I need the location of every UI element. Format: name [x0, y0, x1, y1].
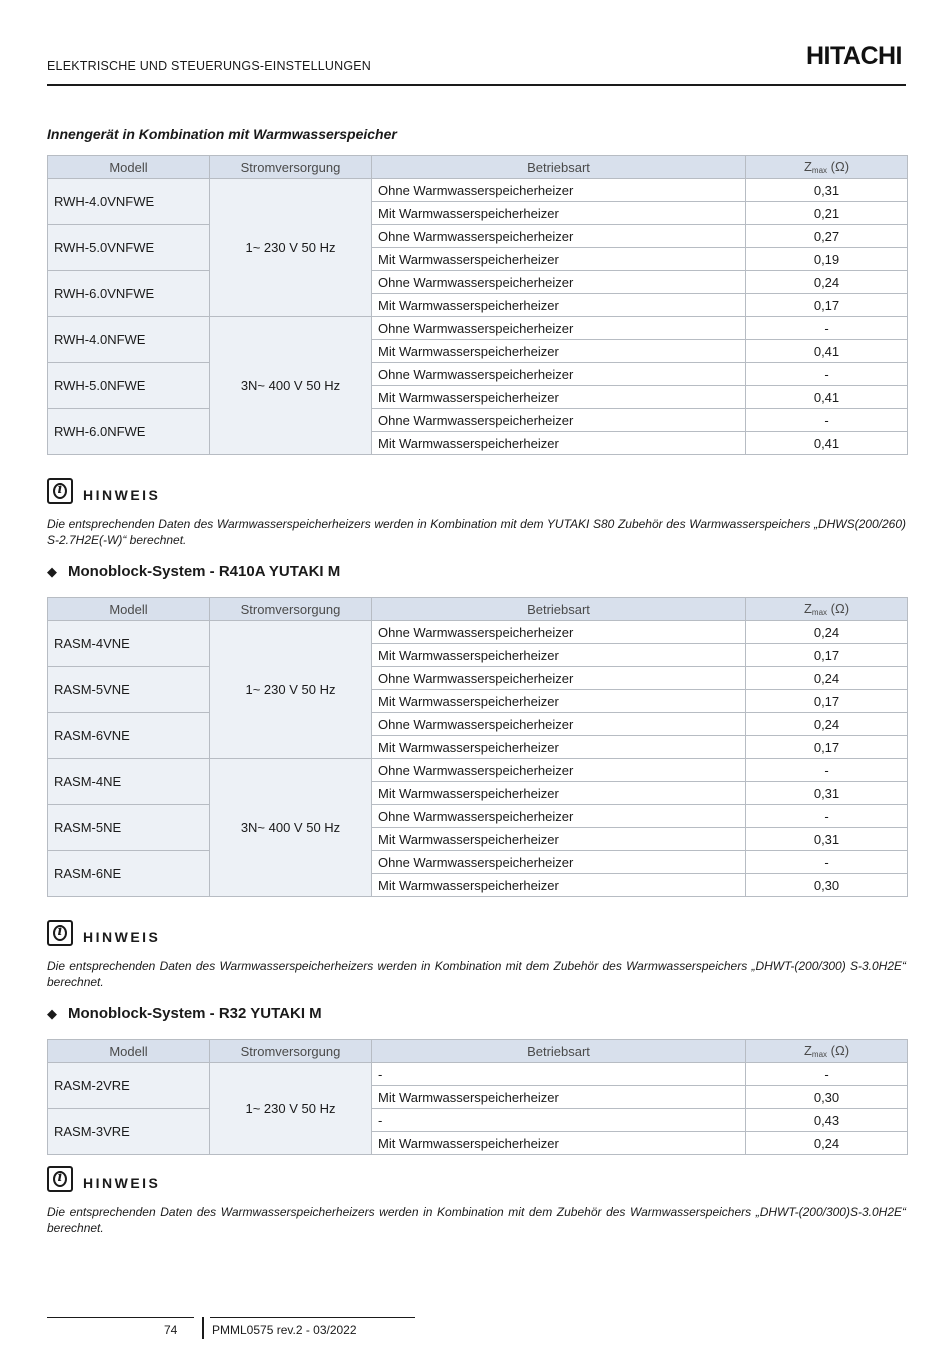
mode-cell: Mit Warmwasserspeicherheizer — [372, 644, 746, 667]
mode-cell: Mit Warmwasserspeicherheizer — [372, 340, 746, 363]
z-symbol: Z — [803, 1043, 812, 1058]
spec-table-r32 — [47, 1039, 908, 1155]
table-row — [48, 317, 908, 340]
z-cell: - — [746, 363, 908, 386]
z-subscript: max — [811, 166, 828, 175]
mode-cell: Mit Warmwasserspeicherheizer — [372, 1086, 746, 1109]
z-cell: 0,31 — [746, 179, 908, 202]
col-header-model: Modell — [48, 156, 210, 179]
mode-cell: Ohne Warmwasserspeicherheizer — [372, 363, 746, 386]
z-cell: 0,17 — [746, 690, 908, 713]
z-cell: 0,17 — [746, 644, 908, 667]
z-unit: (Ω) — [827, 159, 850, 174]
info-icon: i — [47, 1166, 73, 1192]
table-row — [48, 225, 908, 248]
mode-cell: Mit Warmwasserspeicherheizer — [372, 294, 746, 317]
z-cell: 0,43 — [746, 1109, 908, 1132]
mode-cell: Ohne Warmwasserspeicherheizer — [372, 759, 746, 782]
table-row — [48, 805, 908, 828]
document-id: PMML0575 rev.2 - 03/2022 — [212, 1323, 357, 1337]
z-cell: 0,30 — [746, 874, 908, 897]
z-cell: - — [746, 409, 908, 432]
table-row — [48, 409, 908, 432]
table-row — [48, 667, 908, 690]
z-cell: 0,24 — [746, 667, 908, 690]
mode-cell: - — [372, 1109, 746, 1132]
mode-cell: Mit Warmwasserspeicherheizer — [372, 202, 746, 225]
z-cell: 0,31 — [746, 782, 908, 805]
table-row — [48, 1109, 908, 1132]
z-cell: - — [746, 317, 908, 340]
footer-rule-right — [210, 1317, 415, 1318]
mode-cell: Mit Warmwasserspeicherheizer — [372, 736, 746, 759]
z-cell: 0,30 — [746, 1086, 908, 1109]
mode-cell: Mit Warmwasserspeicherheizer — [372, 386, 746, 409]
mode-cell: Ohne Warmwasserspeicherheizer — [372, 179, 746, 202]
model-cell: RWH-6.0VNFWE — [48, 271, 210, 317]
z-cell: 0,24 — [746, 1132, 908, 1155]
mode-cell: Mit Warmwasserspeicherheizer — [372, 1132, 746, 1155]
mode-cell: Mit Warmwasserspeicherheizer — [372, 690, 746, 713]
col-header-mode: Betriebsart — [372, 598, 746, 621]
mode-cell: Ohne Warmwasserspeicherheizer — [372, 621, 746, 644]
z-cell: 0,41 — [746, 340, 908, 363]
table-caption: Innengerät in Kombination mit Warmwasserspeicher — [47, 126, 397, 142]
z-unit: (Ω) — [827, 601, 850, 616]
col-header-mode: Betriebsart — [372, 1040, 746, 1063]
col-header-mode: Betriebsart — [372, 156, 746, 179]
z-cell: 0,24 — [746, 621, 908, 644]
model-cell: RASM-4NE — [48, 759, 210, 805]
power-cell: 3N~ 400 V 50 Hz — [210, 759, 372, 897]
section-title — [47, 1005, 322, 1022]
model-cell: RASM-5NE — [48, 805, 210, 851]
note-text: Die entsprechenden Daten des Warmwasserspeicherheizers werden in Kombination mit dem Zubehör des Warmwasserspeichers „DHWT-(200/300)S-3.0H2E“ berechnet. — [47, 1205, 906, 1235]
table-row — [48, 759, 908, 782]
z-subscript: max — [811, 1050, 828, 1059]
table-header-row — [48, 156, 908, 179]
mode-cell: Ohne Warmwasserspeicherheizer — [372, 713, 746, 736]
z-cell: - — [746, 805, 908, 828]
model-cell: RASM-6NE — [48, 851, 210, 897]
mode-cell: Mit Warmwasserspeicherheizer — [372, 782, 746, 805]
table-row — [48, 271, 908, 294]
z-cell: 0,24 — [746, 271, 908, 294]
z-cell: 0,24 — [746, 713, 908, 736]
spec-table-indoor — [47, 155, 908, 455]
section-title-text: Monoblock-System - R32 YUTAKI M — [68, 1005, 322, 1022]
col-header-power: Stromversorgung — [210, 156, 372, 179]
note-label: HINWEIS — [83, 1175, 161, 1191]
model-cell: RWH-6.0NFWE — [48, 409, 210, 455]
brand-logo: HITACHI — [805, 42, 902, 70]
power-cell: 1~ 230 V 50 Hz — [210, 1063, 372, 1155]
note-text: Die entsprechenden Daten des Warmwasserspeicherheizers werden in Kombination mit dem Zubehör des Warmwasserspeichers „DHWT-(200/300) S-3.0H2E“ berechnet. — [47, 959, 906, 989]
page-header — [47, 42, 906, 86]
mode-cell: Mit Warmwasserspeicherheizer — [372, 874, 746, 897]
info-icon: i — [47, 920, 73, 946]
note-label: HINWEIS — [83, 487, 161, 503]
z-cell: - — [746, 759, 908, 782]
model-cell: RWH-5.0VNFWE — [48, 225, 210, 271]
z-cell: 0,41 — [746, 386, 908, 409]
mode-cell: Ohne Warmwasserspeicherheizer — [372, 317, 746, 340]
mode-cell: Mit Warmwasserspeicherheizer — [372, 248, 746, 271]
col-header-z — [746, 598, 908, 621]
mode-cell: Ohne Warmwasserspeicherheizer — [372, 225, 746, 248]
model-cell: RASM-6VNE — [48, 713, 210, 759]
header-title: ELEKTRISCHE UND STEUERUNGS-EINSTELLUNGEN — [47, 59, 372, 73]
table-header-row — [48, 598, 908, 621]
model-cell: RASM-5VNE — [48, 667, 210, 713]
col-header-z — [746, 1040, 908, 1063]
mode-cell: Ohne Warmwasserspeicherheizer — [372, 805, 746, 828]
z-cell: 0,17 — [746, 736, 908, 759]
z-cell: 0,41 — [746, 432, 908, 455]
table-row — [48, 851, 908, 874]
model-cell: RWH-4.0NFWE — [48, 317, 210, 363]
z-cell: 0,21 — [746, 202, 908, 225]
footer-separator — [202, 1317, 204, 1339]
z-cell: 0,19 — [746, 248, 908, 271]
col-header-model: Modell — [48, 1040, 210, 1063]
z-symbol: Z — [803, 159, 812, 174]
mode-cell: Mit Warmwasserspeicherheizer — [372, 828, 746, 851]
z-cell: - — [746, 851, 908, 874]
mode-cell: Ohne Warmwasserspeicherheizer — [372, 409, 746, 432]
mode-cell: - — [372, 1063, 746, 1086]
table-row — [48, 363, 908, 386]
model-cell: RASM-3VRE — [48, 1109, 210, 1155]
col-header-z — [746, 156, 908, 179]
col-header-model: Modell — [48, 598, 210, 621]
z-cell: 0,31 — [746, 828, 908, 851]
z-symbol: Z — [803, 601, 812, 616]
note-text: Die entsprechenden Daten des Warmwasserspeicherheizers werden in Kombination mit dem YUTAKI S80 Zubehör des Warmwasserspeichers „DHWS(200/260) S-2.7H2E(-W)“ berechnet. — [47, 517, 906, 547]
table-row — [48, 621, 908, 644]
z-cell: 0,17 — [746, 294, 908, 317]
table-row — [48, 713, 908, 736]
model-cell: RWH-4.0VNFWE — [48, 179, 210, 225]
mode-cell: Mit Warmwasserspeicherheizer — [372, 432, 746, 455]
table-row — [48, 179, 908, 202]
z-cell: 0,27 — [746, 225, 908, 248]
table-row — [48, 1063, 908, 1086]
power-cell: 3N~ 400 V 50 Hz — [210, 317, 372, 455]
mode-cell: Ohne Warmwasserspeicherheizer — [372, 667, 746, 690]
z-unit: (Ω) — [827, 1043, 850, 1058]
z-subscript: max — [811, 608, 828, 617]
power-cell: 1~ 230 V 50 Hz — [210, 179, 372, 317]
diamond-bullet-icon: ◆ — [47, 1006, 57, 1021]
diamond-bullet-icon: ◆ — [47, 564, 57, 579]
mode-cell: Ohne Warmwasserspeicherheizer — [372, 851, 746, 874]
spec-table-r410a — [47, 597, 908, 897]
info-icon: i — [47, 478, 73, 504]
note-label: HINWEIS — [83, 929, 161, 945]
table-header-row — [48, 1040, 908, 1063]
model-cell: RASM-2VRE — [48, 1063, 210, 1109]
col-header-power: Stromversorgung — [210, 598, 372, 621]
mode-cell: Ohne Warmwasserspeicherheizer — [372, 271, 746, 294]
col-header-power: Stromversorgung — [210, 1040, 372, 1063]
model-cell: RASM-4VNE — [48, 621, 210, 667]
z-cell: - — [746, 1063, 908, 1086]
page-number: 74 — [164, 1323, 178, 1337]
model-cell: RWH-5.0NFWE — [48, 363, 210, 409]
footer-rule-left — [47, 1317, 194, 1318]
section-title — [47, 563, 340, 580]
section-title-text: Monoblock-System - R410A YUTAKI M — [68, 563, 341, 580]
power-cell: 1~ 230 V 50 Hz — [210, 621, 372, 759]
